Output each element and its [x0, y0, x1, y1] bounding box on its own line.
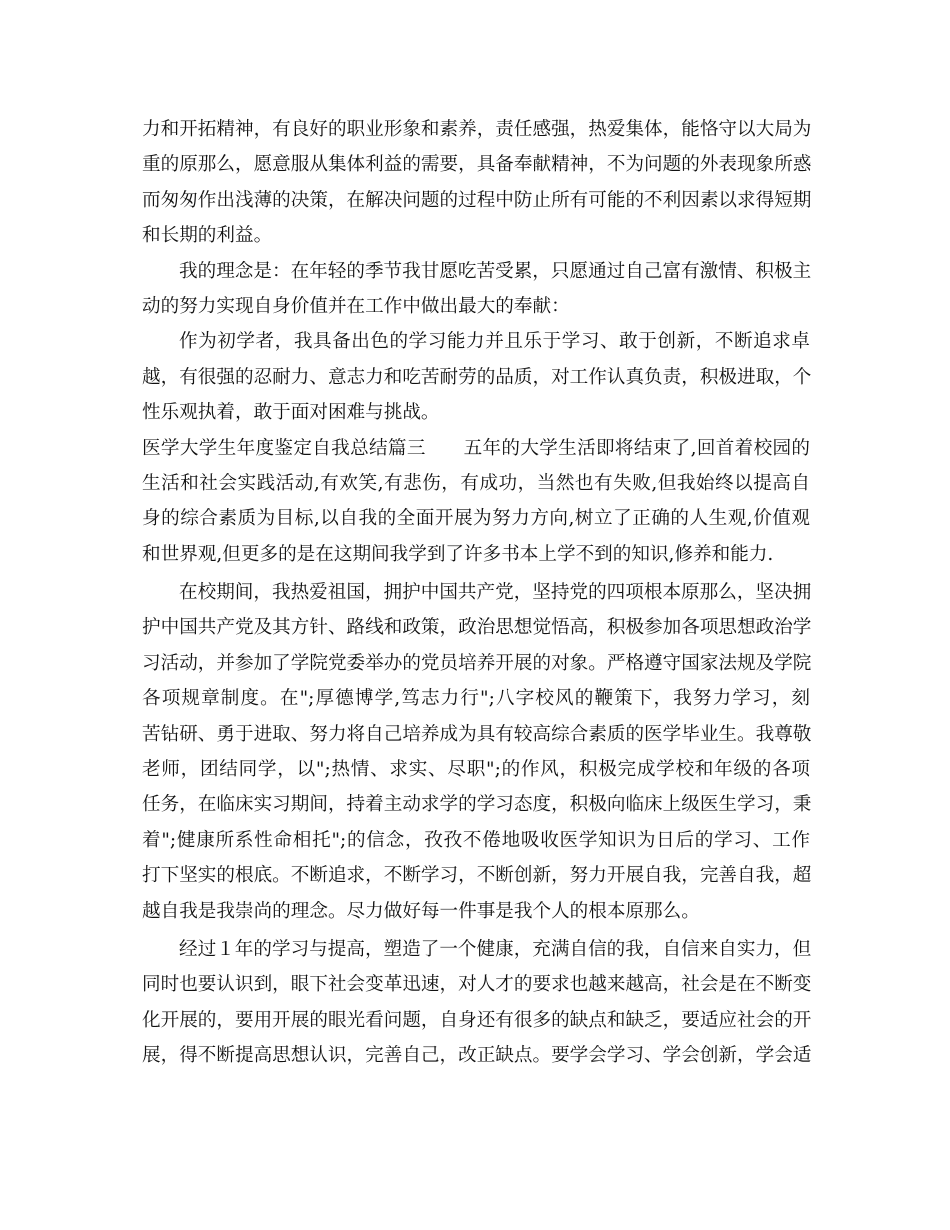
text-line: 展，得不断提高思想认识，完善自己，改正缺点。要学会学习、学会创新，学会适: [142, 1045, 812, 1067]
text-line: 护中国共产党及其方针、路线和政策，政治思想觉悟高，积极参加各项思想政治学: [142, 617, 812, 639]
text-line: 经过１年的学习与提高，塑造了一个健康，充满自信的我，自信来自实力，但: [179, 938, 812, 960]
text-line: 习活动，并参加了学院党委举办的党员培养开展的对象。严格遵守国家法规及学院: [142, 652, 812, 674]
paragraph: [142, 575, 810, 929]
text-line: 性乐观执着，敢于面对困难与挑战。: [142, 402, 440, 424]
paragraph: [142, 431, 810, 573]
text-line: 和长期的利益。: [142, 225, 273, 247]
text-line: 在校期间，我热爱祖国，拥护中国共产党，坚持党的四项根本原那么，坚决拥: [179, 582, 812, 604]
text-line: 而匆匆作出浅薄的决策，在解决问题的过程中防止所有可能的不利因素以求得短期: [142, 189, 812, 211]
text-line: 和世界观,但更多的是在这期间我学到了许多书本上学不到的知识,修养和能力.: [142, 543, 774, 565]
text-line: 生活和社会实践活动,有欢笑,有悲伤，有成功，当然也有失败,但我始终以提高自: [142, 472, 810, 494]
text-line: 任务，在临床实习期间，持着主动求学的学习态度，积极向临床上级医生学习，秉: [142, 794, 812, 816]
text-line: 动的努力实现自身价值并在工作中做出最大的奉献：: [142, 295, 570, 317]
text-line: 各项规章制度。在";厚德博学,笃志力行";八字校风的鞭策下，我努力学习，刻: [142, 688, 810, 710]
document-body: [142, 112, 810, 1074]
text-line: 同时也要认识到，眼下社会变革迅速，对人才的要求也越来越高，社会是在不断变: [142, 974, 812, 996]
text-line: 老师，团结同学，以";热情、求实、尽职";的作风，积极完成学校和年级的各项: [142, 759, 810, 781]
text-line: 医学大学生年度鉴定自我总结篇三 五年的大学生活即将结束了,回首着校园的: [142, 437, 810, 459]
paragraph: [142, 932, 810, 1074]
text-line: 打下坚实的根底。不断追求，不断学习，不断创新，努力开展自我，完善自我，超: [142, 865, 812, 887]
paragraph: [142, 254, 810, 325]
text-line: 身的综合素质为目标,以自我的全面开展为努力方向,树立了正确的人生观,价值观: [142, 508, 810, 530]
paragraph: [142, 324, 810, 430]
text-line: 苦钻研、勇于进取、努力将自己培养成为具有较高综合素质的医学毕业生。我尊敬: [142, 723, 812, 745]
text-line: 作为初学者，我具备出色的学习能力并且乐于学习、敢于创新，不断追求卓: [179, 331, 810, 353]
text-line: 越，有很强的忍耐力、意志力和吃苦耐劳的品质，对工作认真负责，积极进取，个: [142, 366, 812, 388]
paragraph: [142, 112, 810, 254]
text-line: 越自我是我崇尚的理念。尽力做好每一件事是我个人的根本原那么。: [142, 900, 700, 922]
text-line: 我的理念是：在年轻的季节我甘愿吃苦受累，只愿通过自己富有激情、积极主: [179, 260, 812, 282]
text-line: 着";健康所系性命相托";的信念，孜孜不倦地吸收医学知识为日后的学习、工作: [142, 829, 810, 851]
text-line: 化开展的，要用开展的眼光看问题，自身还有很多的缺点和缺乏，要适应社会的开: [142, 1009, 812, 1031]
text-line: 重的原那么，愿意服从集体利益的需要，具备奉献精神，不为问题的外表现象所惑: [142, 154, 812, 176]
text-line: 力和开拓精神，有良好的职业形象和素养，责任感强，热爱集体，能恪守以大局为: [142, 119, 812, 140]
